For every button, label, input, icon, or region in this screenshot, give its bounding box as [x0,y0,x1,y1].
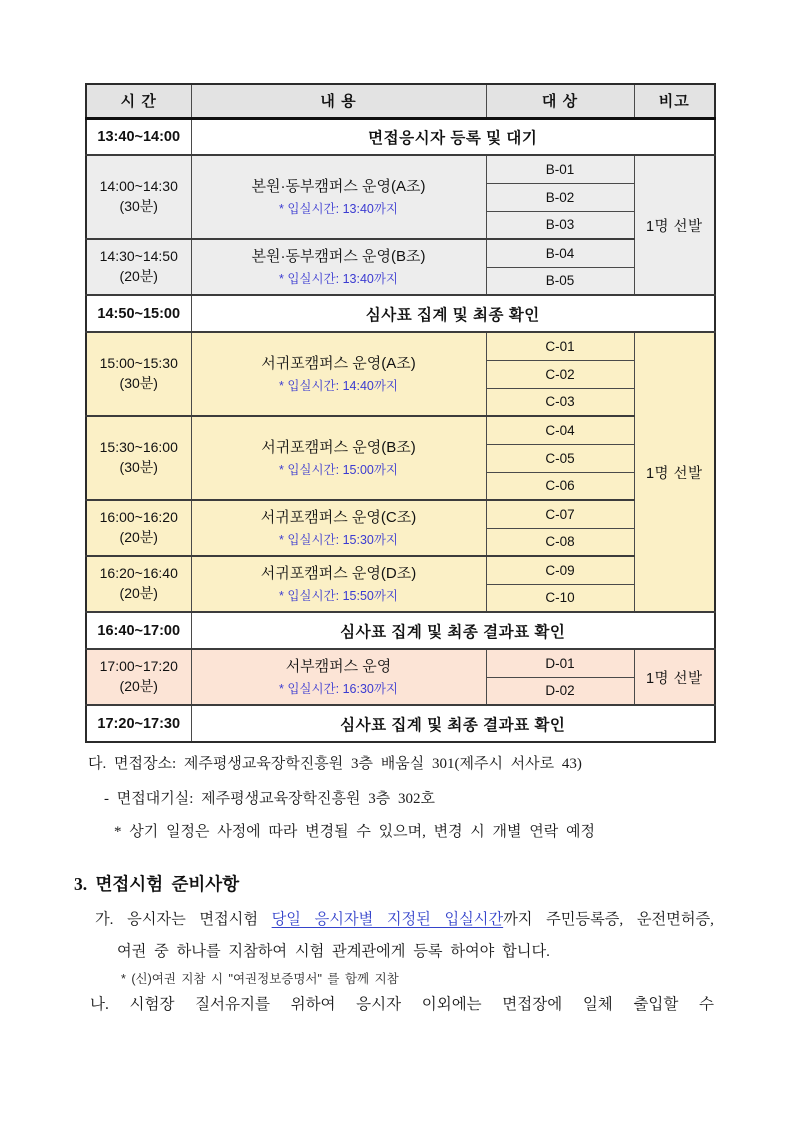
time-cell [86,500,191,556]
candidate-id-cell: C-06 [486,472,634,500]
time-cell [86,416,191,500]
session-cell [191,649,486,705]
time-cell: 13:40~14:00 [86,118,191,155]
col-header-note: 비고 [634,84,715,118]
duration: (20분) [119,585,158,601]
entry-time-note: * 입실시간: 15:50까지 [278,589,398,604]
entry-time-note: * 입실시간: 14:40까지 [278,379,398,394]
table-header-row [86,84,715,118]
table-row [86,239,715,267]
duration: (30분) [119,459,158,475]
selection-count-cell: 1명 선발 [634,649,715,705]
time-range: 16:00~16:20 [99,509,178,526]
duration: (20분) [119,268,158,284]
col-header-time: 시 간 [86,84,191,118]
entry-time-note: * 입실시간: 15:30까지 [278,533,398,548]
candidate-id-cell: B-03 [486,211,634,239]
duration: (30분) [119,375,158,391]
candidate-id-cell: D-02 [486,677,634,705]
entry-time-note: * 입실시간: 15:00까지 [278,463,398,478]
table-row [86,705,715,742]
table-row [86,155,715,183]
session-title: 서귀포캠퍼스 운영(A조) [261,354,416,372]
merged-activity-cell: 심사표 집계 및 최종 결과표 확인 [191,705,715,742]
section-heading: 3. 면접시험 준비사항 [74,874,240,894]
session-cell [191,239,486,295]
duration: (30분) [119,198,158,214]
candidate-id-cell: B-02 [486,183,634,211]
item-ga-line2: 여권 중 하나를 지참하여 시험 관계관에게 등록 하여야 합니다. [117,943,550,960]
time-range: 14:00~14:30 [99,178,178,195]
selection-count-cell: 1명 선발 [634,155,715,295]
interview-location-note: 다. 면접장소: 제주평생교육장학진흥원 3층 배움실 301(제주시 서사로 43) [88,756,582,772]
entry-time-note: * 입실시간: 16:30까지 [278,682,398,697]
candidate-id-cell: C-07 [486,500,634,528]
time-cell [86,649,191,705]
time-range: 17:00~17:20 [99,658,178,675]
candidate-id-cell: C-08 [486,528,634,556]
session-cell [191,500,486,556]
candidate-id-cell: C-01 [486,332,634,360]
time-cell [86,332,191,416]
passport-note: * (신)여권 지참 시 "여권정보증명서" 를 함께 지참 [121,972,399,986]
merged-activity-cell: 면접응시자 등록 및 대기 [191,118,715,155]
duration: (20분) [119,678,158,694]
duration: (20분) [119,529,158,545]
table-row [86,612,715,649]
col-header-content: 내 용 [191,84,486,118]
time-cell [86,239,191,295]
session-title: 서귀포캠퍼스 운영(D조) [260,564,417,582]
col-header-target: 대 상 [486,84,634,118]
item-na: 나. 시험장 질서유지를 위하여 응시자 이외에는 면접장에 일체 출입할 수 [90,996,714,1013]
time-cell: 16:40~17:00 [86,612,191,649]
waiting-room-note: - 면접대기실: 제주평생교육장학진흥원 3층 302호 [104,791,435,807]
time-cell [86,155,191,239]
item-ga-line1 [95,908,714,929]
merged-activity-cell: 심사표 집계 및 최종 결과표 확인 [191,612,715,649]
table-row [86,556,715,584]
table-row [86,332,715,360]
selection-count-cell: 1명 선발 [634,332,715,612]
time-range: 14:30~14:50 [99,248,178,265]
interview-schedule-table [85,83,716,743]
session-title: 서귀포캠퍼스 운영(C조) [260,508,417,526]
session-title: 서귀포캠퍼스 운영(B조) [261,438,416,456]
time-cell: 14:50~15:00 [86,295,191,332]
table-row [86,295,715,332]
candidate-id-cell: C-05 [486,444,634,472]
time-range: 16:20~16:40 [99,565,178,582]
entry-time-note: * 입실시간: 13:40까지 [278,202,398,217]
time-range: 15:00~15:30 [99,355,178,372]
candidate-id-cell: D-01 [486,649,634,677]
candidate-id-cell: C-04 [486,416,634,444]
time-range: 15:30~16:00 [99,439,178,456]
candidate-id-cell: B-04 [486,239,634,267]
session-cell [191,556,486,612]
entry-time-emphasis: 당일 응시자별 지정된 입실시간 [271,911,504,928]
session-title: 본원·동부캠퍼스 운영(A조) [251,177,426,195]
session-cell [191,416,486,500]
session-title: 서부캠퍼스 운영 [285,657,392,675]
candidate-id-cell: C-02 [486,360,634,388]
candidate-id-cell: B-05 [486,267,634,295]
session-cell [191,155,486,239]
session-cell [191,332,486,416]
time-cell: 17:20~17:30 [86,705,191,742]
session-title: 본원·동부캠퍼스 운영(B조) [251,247,426,265]
table-row [86,500,715,528]
item-ga-prefix: 가. 응시자는 면접시험 [95,911,272,928]
candidate-id-cell: B-01 [486,155,634,183]
item-ga-suffix: 까지 주민등록증, 운전면허증, [503,911,714,928]
table-row [86,649,715,677]
entry-time-note: * 입실시간: 13:40까지 [278,272,398,287]
schedule-change-note: * 상기 일정은 사정에 따라 변경될 수 있으며, 변경 시 개별 연락 예정 [114,824,595,840]
candidate-id-cell: C-09 [486,556,634,584]
time-cell [86,556,191,612]
table-row [86,118,715,155]
merged-activity-cell: 심사표 집계 및 최종 확인 [191,295,715,332]
table-row [86,416,715,444]
candidate-id-cell: C-03 [486,388,634,416]
candidate-id-cell: C-10 [486,584,634,612]
